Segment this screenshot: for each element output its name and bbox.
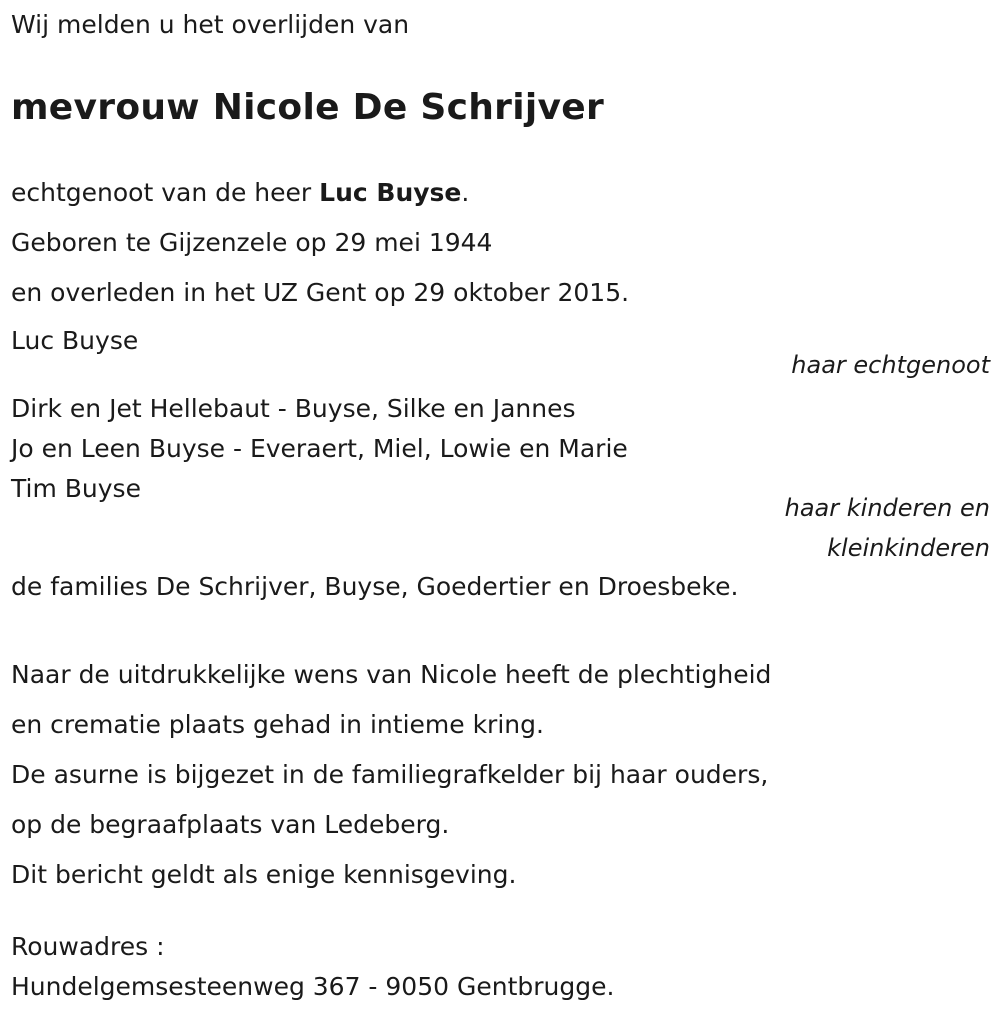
spouse-role: haar echtgenoot — [791, 351, 990, 379]
message-line: op de begraafplaats van Ledeberg. — [11, 810, 450, 839]
death-line: en overleden in het UZ Gent op 29 oktober 2015. — [11, 278, 630, 307]
message-block — [11, 650, 771, 900]
spouse-suffix: . — [461, 178, 470, 207]
message-line: en crematie plaats gehad in intieme kring. — [11, 710, 544, 739]
families-line: de families De Schrijver, Buyse, Goedertier en Droesbeke. — [11, 572, 739, 601]
message-line: Dit bericht geldt als enige kennisgeving. — [11, 860, 517, 889]
child-entry: Dirk en Jet Hellebaut - Buyse, Silke en Jannes — [11, 394, 576, 423]
child-entry: Tim Buyse — [11, 474, 141, 503]
message-line: Naar de uitdrukkelijke wens van Nicole heeft de plechtigheid — [11, 660, 772, 689]
address-value: Hundelgemsesteenweg 367 - 9050 Gentbrugge. — [11, 972, 615, 1001]
spouse-line — [11, 178, 469, 208]
children-role: haar kinderen en kleinkinderen — [784, 494, 990, 562]
message-line: De asurne is bijgezet in de familiegrafkelder bij haar ouders, — [11, 760, 769, 789]
birth-line: Geboren te Gijzenzele op 29 mei 1944 — [11, 228, 493, 257]
spouse-prefix: echtgenoot van de heer — [11, 178, 320, 207]
child-entry: Jo en Leen Buyse - Everaert, Miel, Lowie en Marie — [11, 434, 628, 463]
intro-text: Wij melden u het overlijden van — [11, 10, 410, 39]
spouse-name: Luc Buyse — [319, 178, 462, 207]
children-list — [11, 389, 628, 509]
address-label: Rouwadres : — [11, 932, 165, 961]
deceased-name: mevrouw Nicole De Schrijver — [11, 87, 605, 128]
family-spouse: Luc Buyse — [11, 326, 139, 355]
